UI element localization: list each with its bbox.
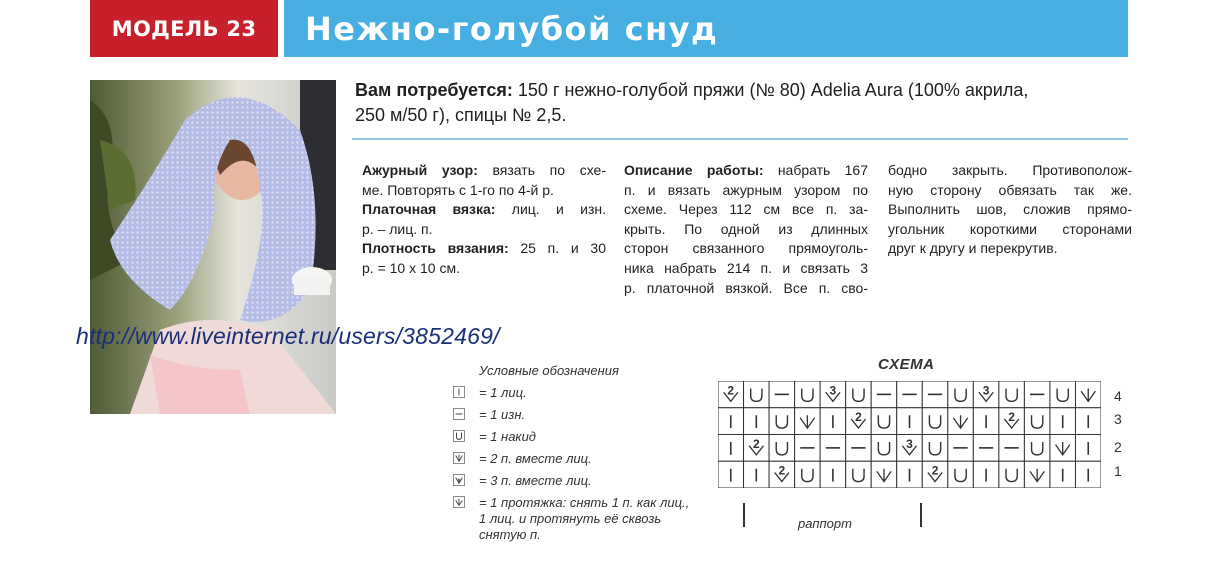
purl-cell [1024,381,1050,408]
knit-cell [1075,461,1101,488]
svg-text:2: 2 [855,410,862,425]
purl-cell [973,435,999,462]
yarn-over-cell [795,461,821,488]
text-line: крыть. По одной из длинных [624,220,868,237]
ssk-cell [871,461,897,488]
text-line: бодно закрыть. Противополож- [888,162,1132,178]
knit-cell [1075,408,1101,435]
yarn-over-cell [769,435,795,462]
text-line: набрать 167 [763,162,868,178]
ssk-cell [1024,461,1050,488]
purl-cell [922,381,948,408]
text-line: сторон связанного прямоуголь- [624,240,868,257]
repeat-marker-left [743,503,745,527]
yarn-over-symbol-icon [453,430,465,442]
yarn-over-cell [922,435,948,462]
k3tog-cell [973,381,999,408]
pattern-label: Ажурный узор: [362,162,478,178]
text-column-2 [624,161,868,298]
knit-cell [973,461,999,488]
row-number: 3 [1114,411,1122,427]
text-line: вязать по схе- [477,162,606,178]
row-number: 1 [1114,463,1122,479]
yarn-over-cell [948,461,974,488]
k3tog-symbol-icon [453,474,465,486]
text-line: друг к другу и перекрутив. [888,240,1058,257]
k2tog-cell [846,408,872,435]
svg-text:2: 2 [778,463,786,478]
knit-cell [744,461,770,488]
work-description-label: Описание работы: [624,162,764,178]
text-line: 25 п. и 30 [508,240,606,257]
yarn-over-cell [999,461,1025,488]
knit-cell [744,408,770,435]
legend-title: Условные обозначения [479,363,619,378]
repeat-label: раппорт [798,516,852,531]
yarn-over-cell [922,408,948,435]
k2tog-cell [718,381,744,408]
yarn-over-cell [769,408,795,435]
knit-cell [820,461,846,488]
legend-text: снятую п. [479,527,541,542]
text-line: угольник короткими сторонами [888,220,1132,237]
watermark-link[interactable]: http://www.liveinternet.ru/users/3852469/ [76,323,500,349]
k3tog-cell [897,435,923,462]
ssk-symbol-icon [453,496,465,508]
ssk-cell [948,408,974,435]
k2tog-cell [922,461,948,488]
yarn-over-cell [1050,381,1076,408]
knit-cell [820,408,846,435]
text-line: ника набрать 214 п. и связать 3 [624,259,868,276]
knit-cell [897,408,923,435]
yarn-over-cell [999,381,1025,408]
yarn-over-cell [1024,408,1050,435]
k3tog-cell [820,381,846,408]
yarn-over-cell [744,381,770,408]
knit-cell [718,435,744,462]
legend-text: = 2 п. вместе лиц. [479,451,592,466]
k2tog-cell [999,408,1025,435]
knit-cell [1050,408,1076,435]
row-number: 2 [1114,439,1122,455]
legend-text: = 1 лиц. [479,385,527,400]
knit-cell [718,408,744,435]
purl-cell [846,435,872,462]
purl-cell [871,381,897,408]
requirements-line2: 250 м/50 г), спицы № 2,5. [355,105,567,125]
text-line: р. = 10 х 10 см. [362,259,460,276]
yarn-over-cell [871,435,897,462]
svg-text:2: 2 [727,383,735,398]
k2tog-cell [744,435,770,462]
ssk-cell [795,408,821,435]
k2tog-cell [769,461,795,488]
repeat-marker-right [920,503,922,527]
purl-cell [999,435,1025,462]
text-column-1 [362,161,606,279]
yarn-over-cell [948,381,974,408]
legend-text: 1 лиц. и протянуть её сквозь [479,511,662,526]
page-title: Нежно-голубой снуд [284,0,1128,57]
knit-cell [973,408,999,435]
purl-cell [897,381,923,408]
yarn-over-cell [1024,435,1050,462]
text-line: ме. Повторять с 1-го по 4-й р. [362,181,554,198]
yarn-over-cell [846,381,872,408]
text-line: р. платочной вязкой. Все п. сво- [624,279,868,296]
density-label: Плотность вязания: [362,240,509,257]
row-number: 4 [1114,388,1122,404]
knitting-chart [718,381,1101,488]
scheme-title: СХЕМА [878,356,935,373]
knit-cell [897,461,923,488]
svg-text:3: 3 [906,436,913,451]
divider [352,138,1128,140]
model-label: МОДЕЛЬ 23 [90,0,278,57]
knit-symbol-icon [453,386,465,398]
legend-text: = 1 изн. [479,407,526,422]
text-line: лиц. и изн. [495,201,606,218]
yarn-over-cell [871,408,897,435]
knit-cell [1050,461,1076,488]
purl-cell [769,381,795,408]
text-line: ную сторону обвязать так же. [888,181,1132,198]
svg-text:2: 2 [931,463,939,478]
text-line: схеме. Через 112 см все п. за- [624,201,868,218]
svg-text:2: 2 [1008,410,1015,425]
requirements [355,78,1115,128]
knit-cell [1075,435,1101,462]
legend-text: = 3 п. вместе лиц. [479,473,592,488]
svg-text:3: 3 [982,383,990,398]
purl-cell [948,435,974,462]
svg-text:2: 2 [752,436,760,451]
svg-text:3: 3 [829,383,837,398]
text-line: п. и вязать ажурным узором по [624,181,868,198]
k2tog-symbol-icon [453,452,465,464]
legend-text: = 1 протяжка: снять 1 п. как лиц., [479,495,690,510]
text-line: р. – лиц. п. [362,220,433,237]
yarn-over-cell [846,461,872,488]
requirements-line1: 150 г нежно-голубой пряжи (№ 80) Adelia Aura (100% акрила, [512,80,1029,100]
purl-cell [795,435,821,462]
requirements-label: Вам потребуется: [355,80,513,100]
text-line: Выполнить шов, сложив прямо- [888,201,1132,218]
ssk-cell [1075,381,1101,408]
model-photo [90,80,336,414]
ssk-cell [1050,435,1076,462]
knit-cell [718,461,744,488]
legend-text: = 1 накид [479,429,536,444]
garter-label: Платочная вязка: [362,201,496,218]
yarn-over-cell [795,381,821,408]
text-column-3 [888,161,1132,259]
purl-symbol-icon [453,408,465,420]
purl-cell [820,435,846,462]
